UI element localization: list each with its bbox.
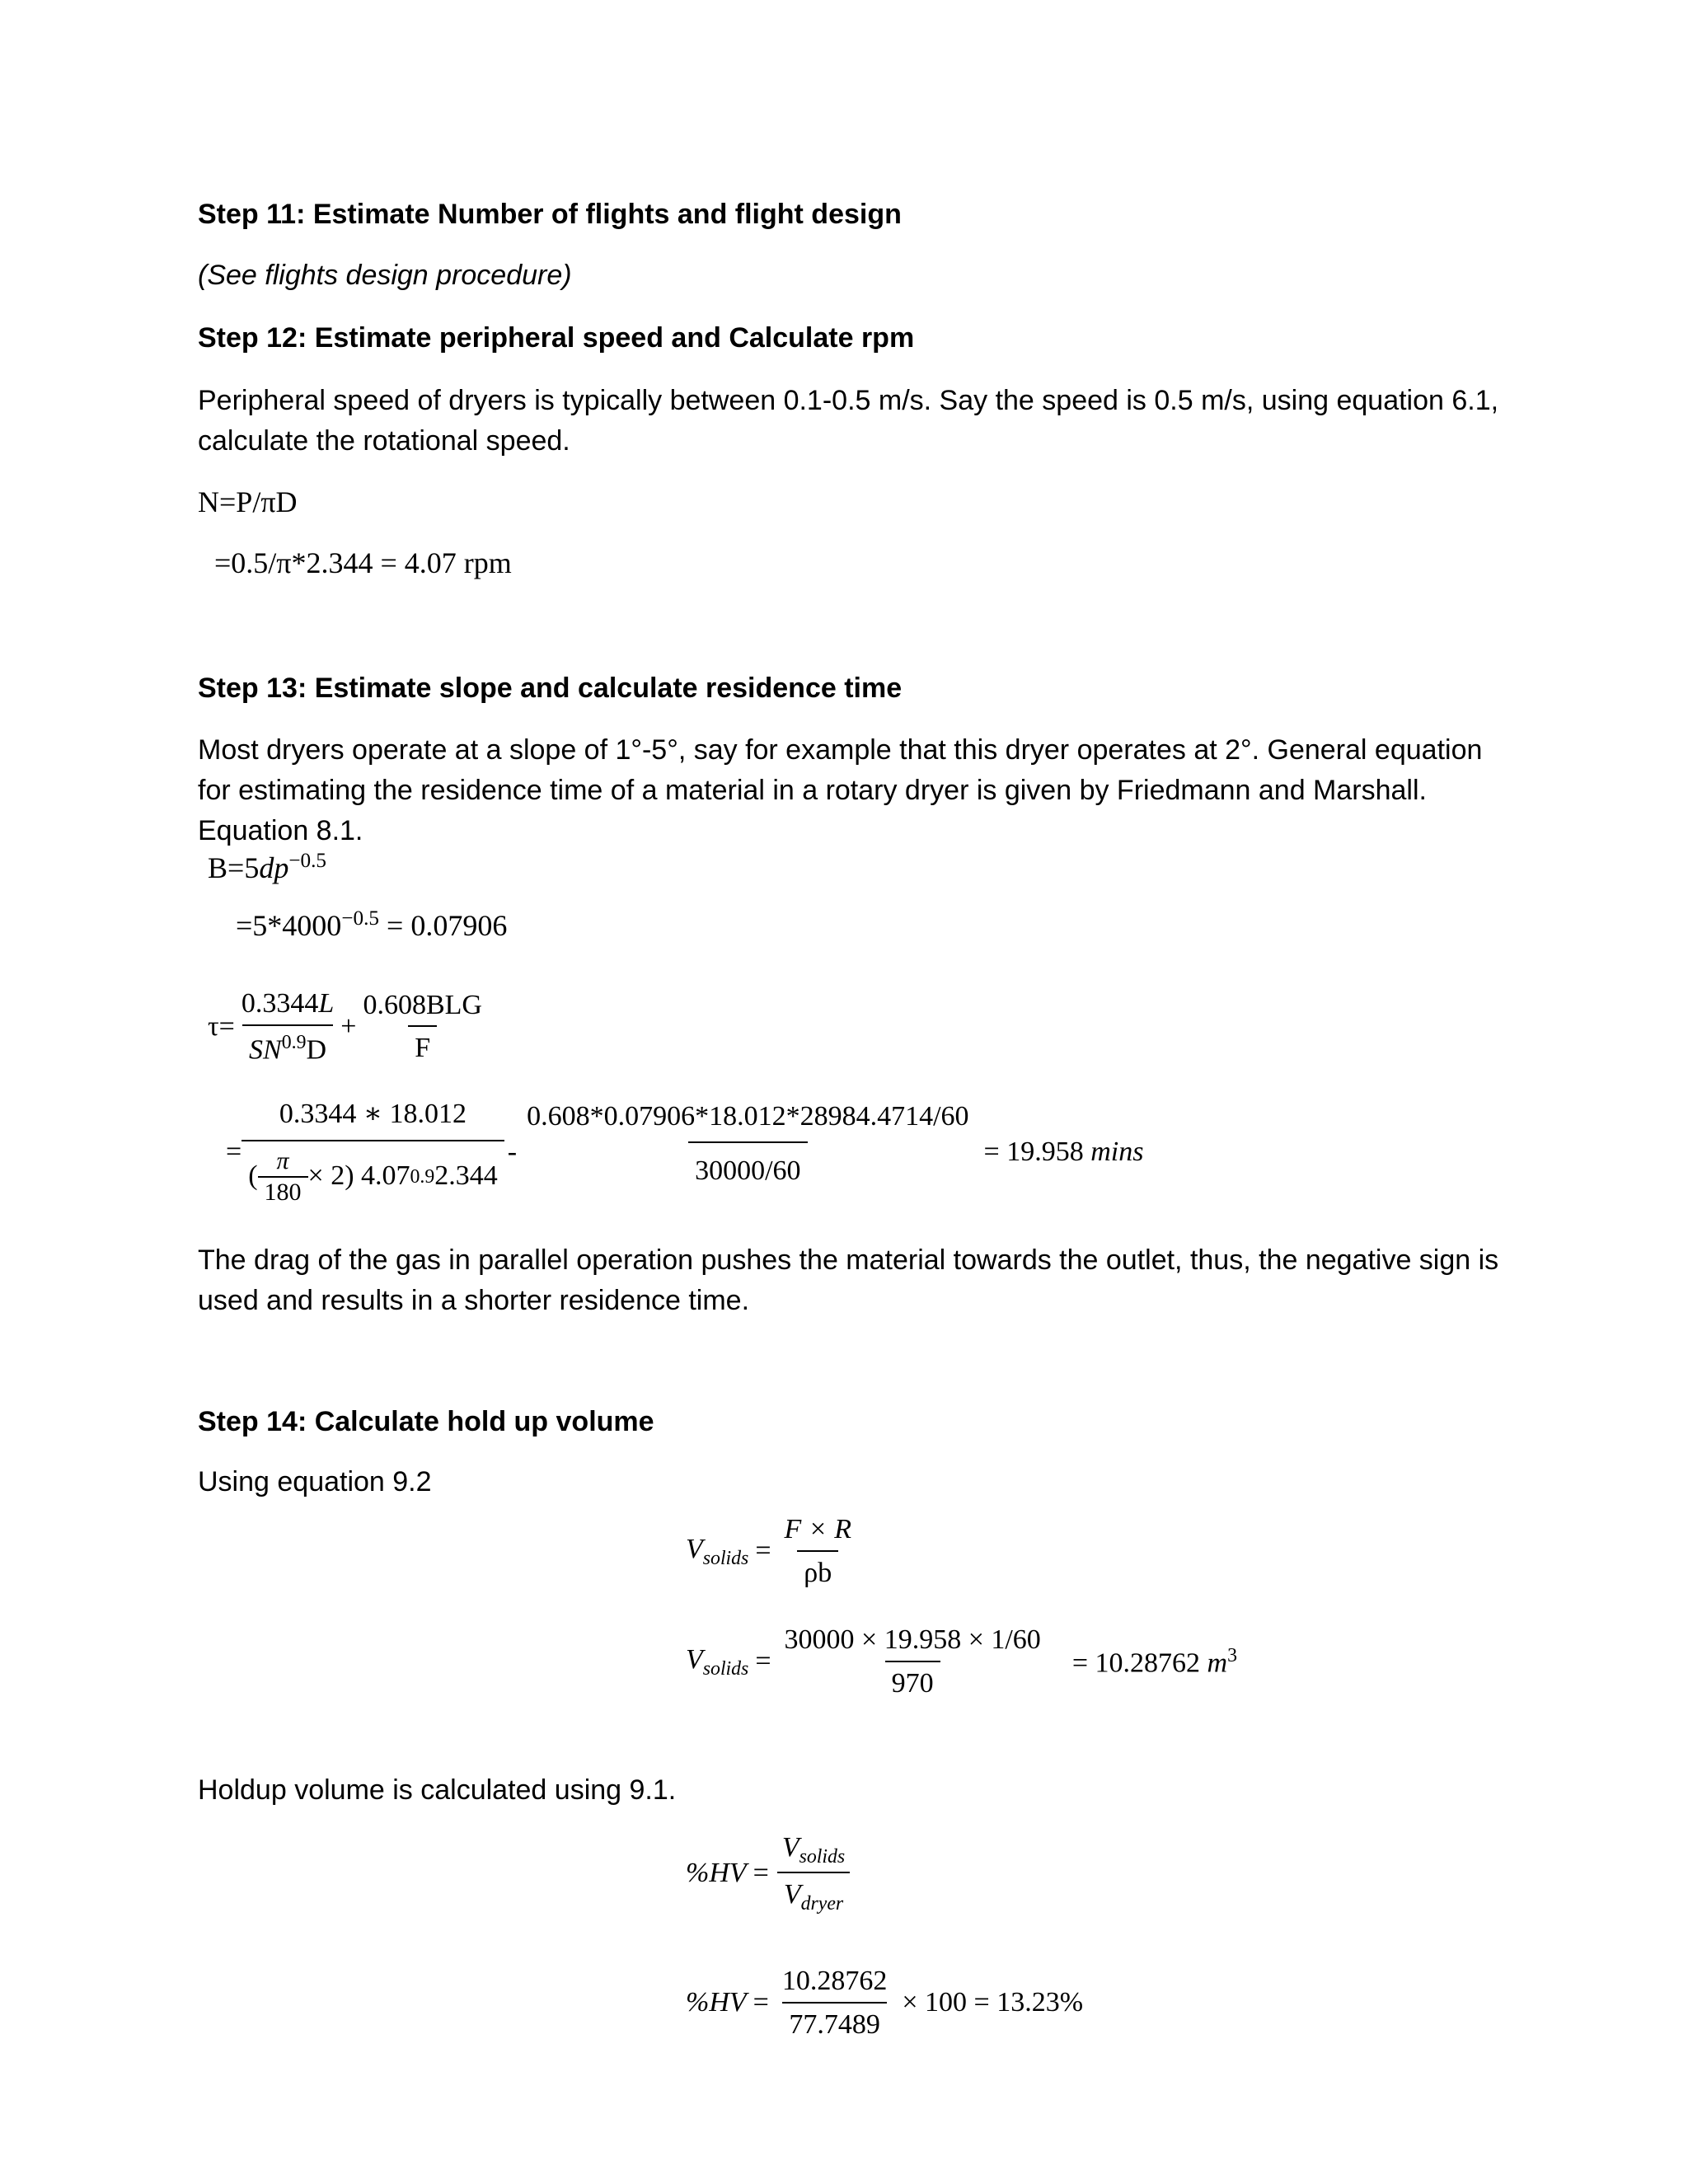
residence-time-calculation: = 0.3344 ∗ 18.012 ( $\frac{\pi}{180}$ × 2) 4.07 0.9 2.344 - $\frac{0.608*0.07906*18.012*28984.4714/60}{30000/60}$ = 19.958 mins <box>226 1099 1144 1206</box>
step-13-drag-paragraph: The drag of the gas in parallel operation pushes the material towards the outlet, thus, the negative sign is used and results in a shorter residence time. <box>198 1244 1499 1316</box>
v-solids-formula: $V_{solids}$ = $\frac{F \times R}{\rho b}$ <box>686 1513 858 1591</box>
step-12-paragraph: Peripheral speed of dryers is typically between 0.1-0.5 m/s. Say the speed is 0.5 m/s, using equation 6.1, calculate the rotational speed. <box>198 385 1499 457</box>
step-13-paragraph: Most dryers operate at a slope of 1°-5°, say for example that this dryer operates at 2°. General equation for estimating the residence time of a material in a rotary dryer is given by Friedmann and Marshall. Equation 8.1. <box>198 734 1483 846</box>
b-calculation: $=5*4000^{-0.5} = 0.07906$ <box>236 907 508 942</box>
holdup-text: Holdup volume is calculated using 9.1. <box>198 1774 677 1806</box>
hv-calculation: %HV = $\frac{10.28762}{77.7489}$ × 100 = 13.23% <box>686 1965 1083 2042</box>
tau-formula: τ= $\frac{0.3344L}{SN^{0.9}D}$ + $\frac{\text{0.608BLG}}{F}$ <box>208 987 489 1067</box>
b-formula: $B=5dp^{-0.5}$ <box>208 850 327 884</box>
step-14-heading: Step 14: Calculate hold up volume <box>198 1406 654 1437</box>
rpm-formula: N=P/πD <box>198 485 298 518</box>
step-11-heading: Step 11: Estimate Number of flights and flight design <box>198 199 902 230</box>
hv-formula: %HV = $\frac{V_{solids}}{V_{dryer}}$ <box>686 1831 851 1916</box>
step-11-note: (See flights design procedure) <box>198 260 572 291</box>
v-solids-calculation: $V_{solids}$ = $\frac{30000 \times 19.958 \times 1/60}{970}$ = 10.28762 $m^3$ <box>686 1624 1237 1701</box>
step-12-heading: Step 12: Estimate peripheral speed and Calculate rpm <box>198 322 915 354</box>
step-14-using: Using equation 9.2 <box>198 1466 432 1497</box>
rpm-calculation: =0.5/π*2.344 = 4.07 rpm <box>214 546 512 579</box>
step-13-heading: Step 13: Estimate slope and calculate residence time <box>198 673 903 704</box>
